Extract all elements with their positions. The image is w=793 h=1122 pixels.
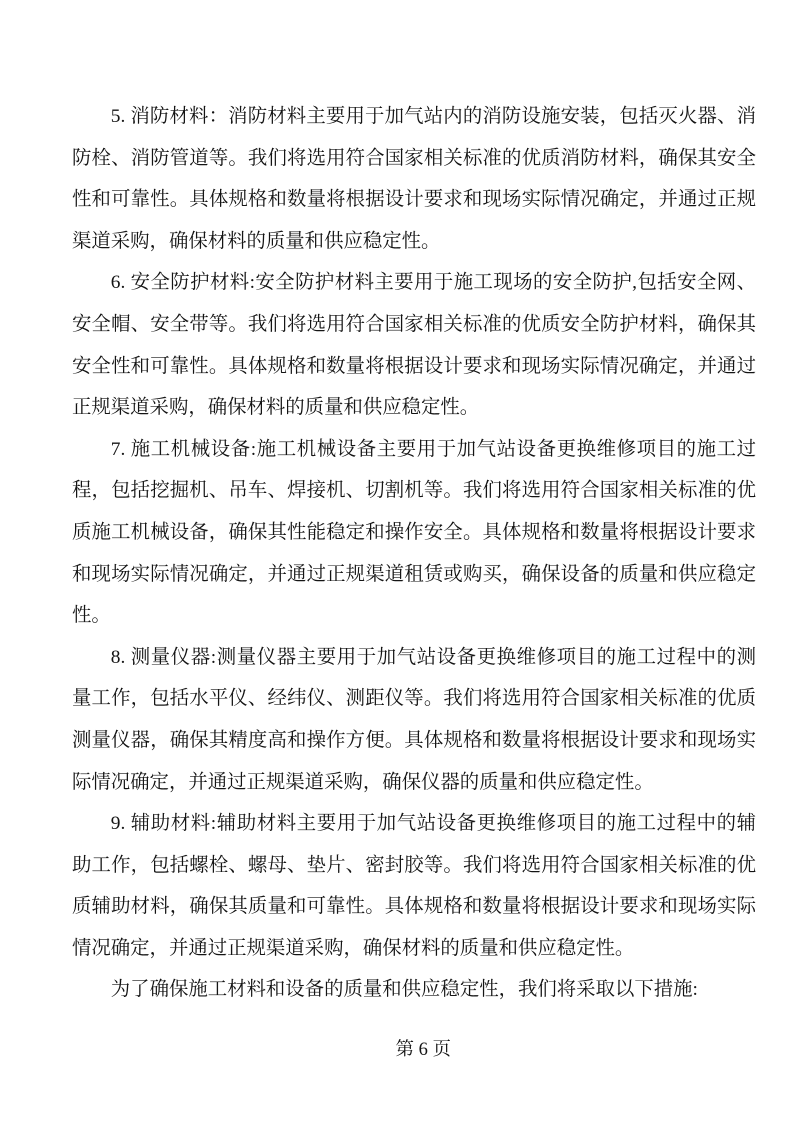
page-number: 第 6 页 <box>395 1040 451 1060</box>
closing-paragraph: 为了确保施工材料和设备的质量和供应稳定性，我们将采取以下措施: <box>110 979 698 1001</box>
document-body <box>72 96 756 1011</box>
paragraph-item-8-measuring-instruments: 8. 测量仪器:测量仪器主要用于加气站设备更换维修项目的施工过程中的测量工作，包括水平仪、经纬仪、测距仪等。我们将选用符合国家相关标准的优质测量仪器，确保其精度高和操作方便。具体规格和数量将根据设计要求和现场实际情况确定，并通过正规渠道采购，确保仪器的质量和供应稳定性。 <box>72 646 756 793</box>
paragraph-item-7-construction-machinery: 7. 施工机械设备:施工机械设备主要用于加气站设备更换维修项目的施工过程，包括挖掘机、吊车、焊接机、切割机等。我们将选用符合国家相关标准的优质施工机械设备，确保其性能稳定和操作安全。具体规格和数量将根据设计要求和现场实际情况确定，并通过正规渠道租赁或购买，确保设备的质量和供应稳定性。 <box>72 438 756 627</box>
page-footer <box>72 1014 756 1082</box>
paragraph-item-5-fire-materials: 5. 消防材料：消防材料主要用于加气站内的消防设施安装，包括灭火器、消防栓、消防管道等。我们将选用符合国家相关标准的优质消防材料，确保其安全性和可靠性。具体规格和数量将根据设计要求和现场实际情况确定，并通过正规渠道采购，确保材料的质量和供应稳定性。 <box>72 106 756 252</box>
paragraph-item-9-auxiliary-materials: 9. 辅助材料:辅助材料主要用于加气站设备更换维修项目的施工过程中的辅助工作，包括螺栓、螺母、垫片、密封胶等。我们将选用符合国家相关标准的优质辅助材料，确保其质量和可靠性。具体规格和数量将根据设计要求和现场实际情况确定，并通过正规渠道采购，确保材料的质量和供应稳定性。 <box>72 813 756 959</box>
paragraph-item-6-safety-materials: 6. 安全防护材料:安全防护材料主要用于施工现场的安全防护,包括安全网、安全帽、安全带等。我们将选用符合国家相关标准的优质安全防护材料，确保其安全性和可靠性。具体规格和数量将根据设计要求和现场实际情况确定，并通过正规渠道采购，确保材料的质量和供应稳定性。 <box>72 272 756 419</box>
